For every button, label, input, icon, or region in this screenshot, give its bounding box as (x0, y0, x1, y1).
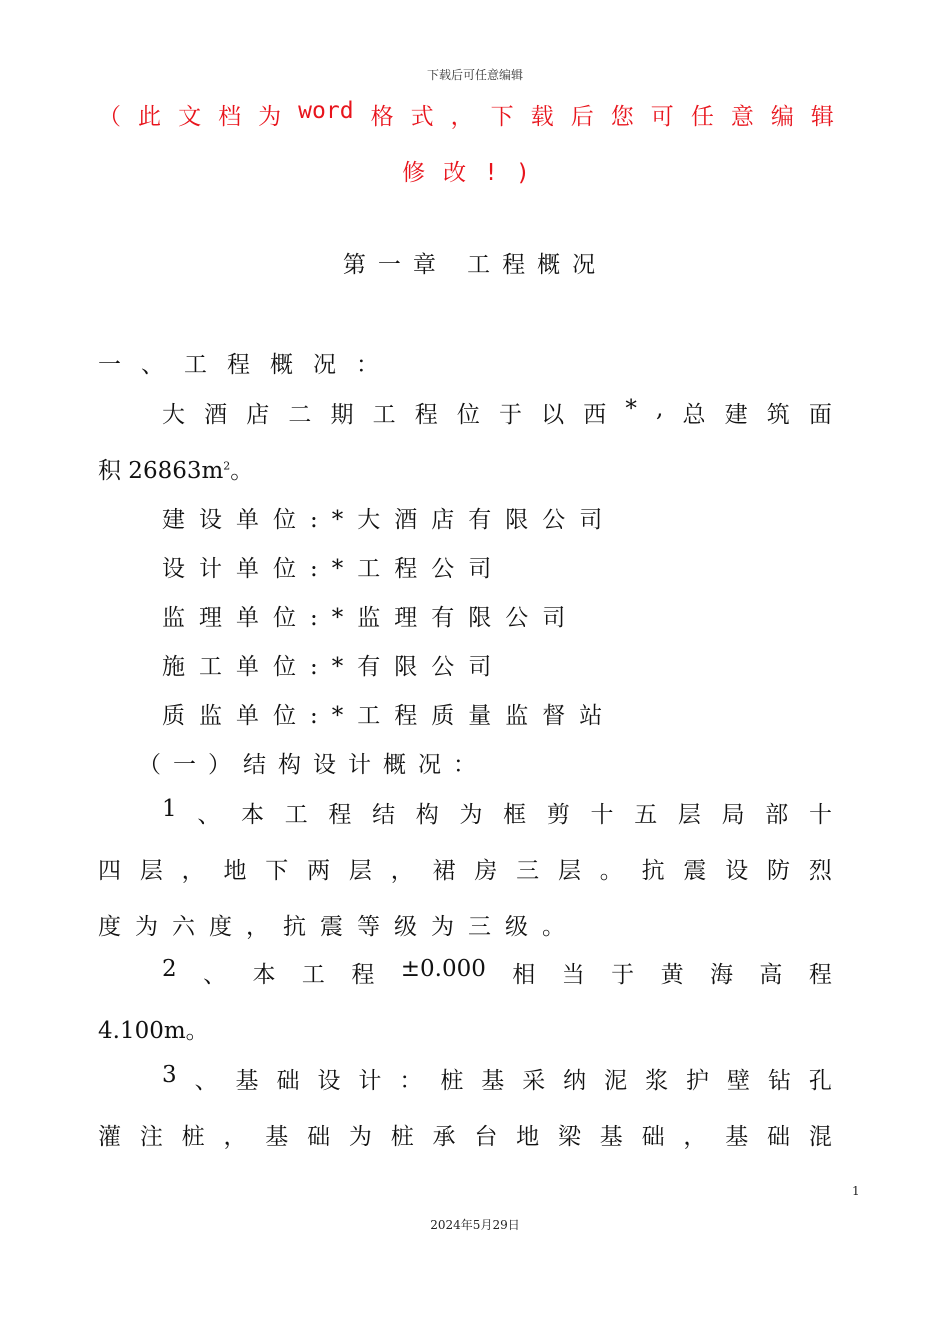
footer-date: 2024年5月29日 (430, 1218, 520, 1232)
unit-line-design: 设计单位:*工程公司 (162, 556, 506, 582)
unit-line-construction: 建设单位:*大酒店有限公司 (162, 507, 617, 533)
unit-line-quality: 质监单位:*工程质量监督站 (162, 703, 617, 729)
item-1-line-2: 四 层 ， 地 下 两 层 ， 裙 房 三 层 。 抗 震 设 防 烈 (98, 858, 832, 884)
item-2-line-1: 2 、 本 工 程 ±0.000 相 当 于 黄 海 高 程 (162, 956, 832, 988)
edit-notice-line-1: （ 此 文 档 为 word 格 式 ， 下 载 后 您 可 任 意 编 辑 (98, 98, 834, 130)
section-title: 一、工程概况： (98, 352, 399, 378)
edit-notice-line-2: 修改!) (402, 160, 548, 186)
item-3-line-1: 3 、 基 础 设 计 ： 桩 基 采 纳 泥 浆 护 壁 钻 孔 (162, 1062, 832, 1094)
unit-line-supervision: 监理单位:*监理有限公司 (162, 605, 580, 631)
page-header: 下载后可任意编辑 (426, 68, 523, 82)
page-number: 1 (852, 1184, 860, 1198)
item-1-line-1: 1 、 本 工 程 结 构 为 框 剪 十 五 层 局 部 十 (162, 796, 832, 828)
paragraph-1-line-1: 大 酒 店 二 期 工 程 位 于 以 西 * , 总 建 筑 面 (162, 396, 832, 428)
subsection-title: （一）结构设计概况： (138, 752, 488, 778)
chapter-title: 第一章 工程概况 (342, 252, 608, 278)
item-3-line-2: 灌 注 桩 ， 基 础 为 桩 承 台 地 梁 基 础 ， 基 础 混 (98, 1124, 832, 1150)
area-suffix: 。 (230, 458, 254, 484)
area-superscript: 2 (223, 459, 231, 473)
item-1-line-3: 度为六度，抗震等级为三级。 (98, 914, 579, 940)
area-text: 积 26863m (98, 458, 224, 484)
paragraph-1-line-2 (98, 452, 253, 485)
item-2-line-2: 4.100m。 (98, 1018, 209, 1044)
unit-line-contractor: 施工单位:*有限公司 (162, 654, 506, 680)
